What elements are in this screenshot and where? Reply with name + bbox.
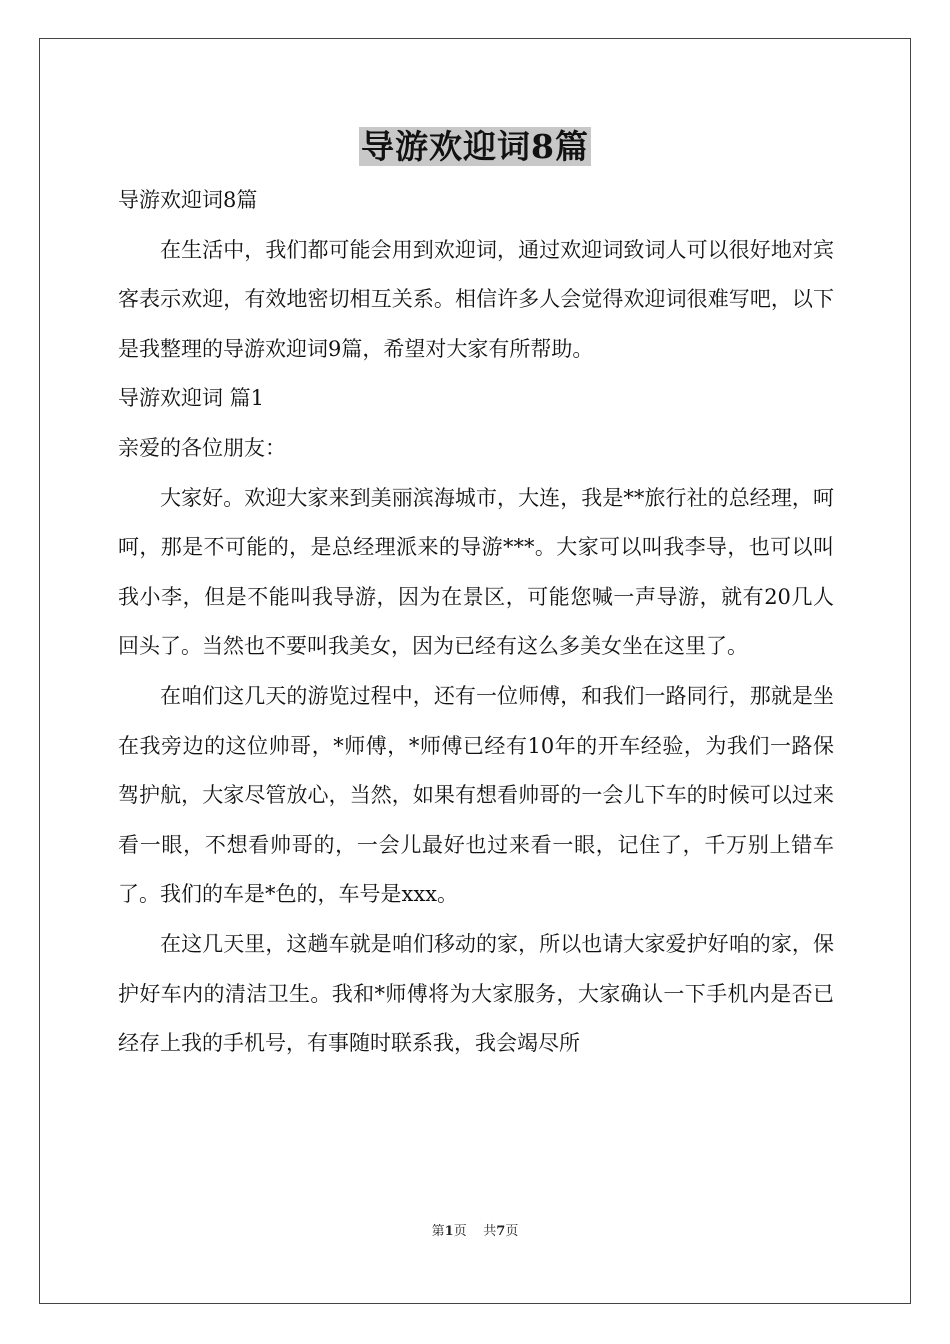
section-heading: 导游欢迎词 篇1: [118, 386, 265, 411]
body-paragraph-3: 在这几天里，这趟车就是咱们移动的家，所以也请大家爱护好咱的家，保护好车内的清洁卫生。我和*师傅将为大家服务，大家确认一下手机内是否已经存上我的手机号，有事随时联系我，我会竭尽所: [118, 931, 834, 1056]
total-pages: 7: [496, 1224, 506, 1239]
body-paragraph-1: 大家好。欢迎大家来到美丽滨海城市，大连，我是**旅行社的总经理，呵呵，那是不可能的，是总经理派来的导游***。大家可以叫我李导，也可以叫我小李，但是不能叫我导游，因为在景区，可能您喊一声导游，就有20几人回头了。当然也不要叫我美女，因为已经有这么多美女坐在这里了。: [118, 485, 834, 659]
page-number: 1: [444, 1224, 454, 1239]
document-title-wrap: [0, 124, 950, 170]
total-suffix: 页: [505, 1224, 519, 1239]
document-title: 导游欢迎词8篇: [361, 127, 589, 166]
total-prefix: 共: [483, 1224, 497, 1239]
intro-paragraph: 在生活中，我们都可能会用到欢迎词，通过欢迎词致词人可以很好地对宾客表示欢迎，有效地密切相互关系。相信许多人会觉得欢迎词很难写吧，以下是我整理的导游欢迎词9篇，希望对大家有所帮助。: [118, 237, 834, 361]
document-subtitle: 导游欢迎词8篇: [118, 188, 258, 212]
greeting-line: 亲爱的各位朋友：: [118, 435, 286, 460]
page-suffix: 页: [453, 1224, 467, 1239]
page-prefix: 第: [431, 1224, 445, 1239]
page-footer: [0, 1220, 950, 1239]
body-paragraph-2: 在咱们这几天的游览过程中，还有一位师傅，和我们一路同行，那就是坐在我旁边的这位帅哥，*师傅，*师傅已经有10年的开车经验，为我们一路保驾护航，大家尽管放心，当然，如果有想看帅哥的一会儿下车的时候可以过来看一眼，不想看帅哥的，一会儿最好也过来看一眼，记住了，千万别上错车了。我们的车是*色的，车号是xxx。: [118, 683, 834, 907]
document-body: [118, 176, 834, 1069]
